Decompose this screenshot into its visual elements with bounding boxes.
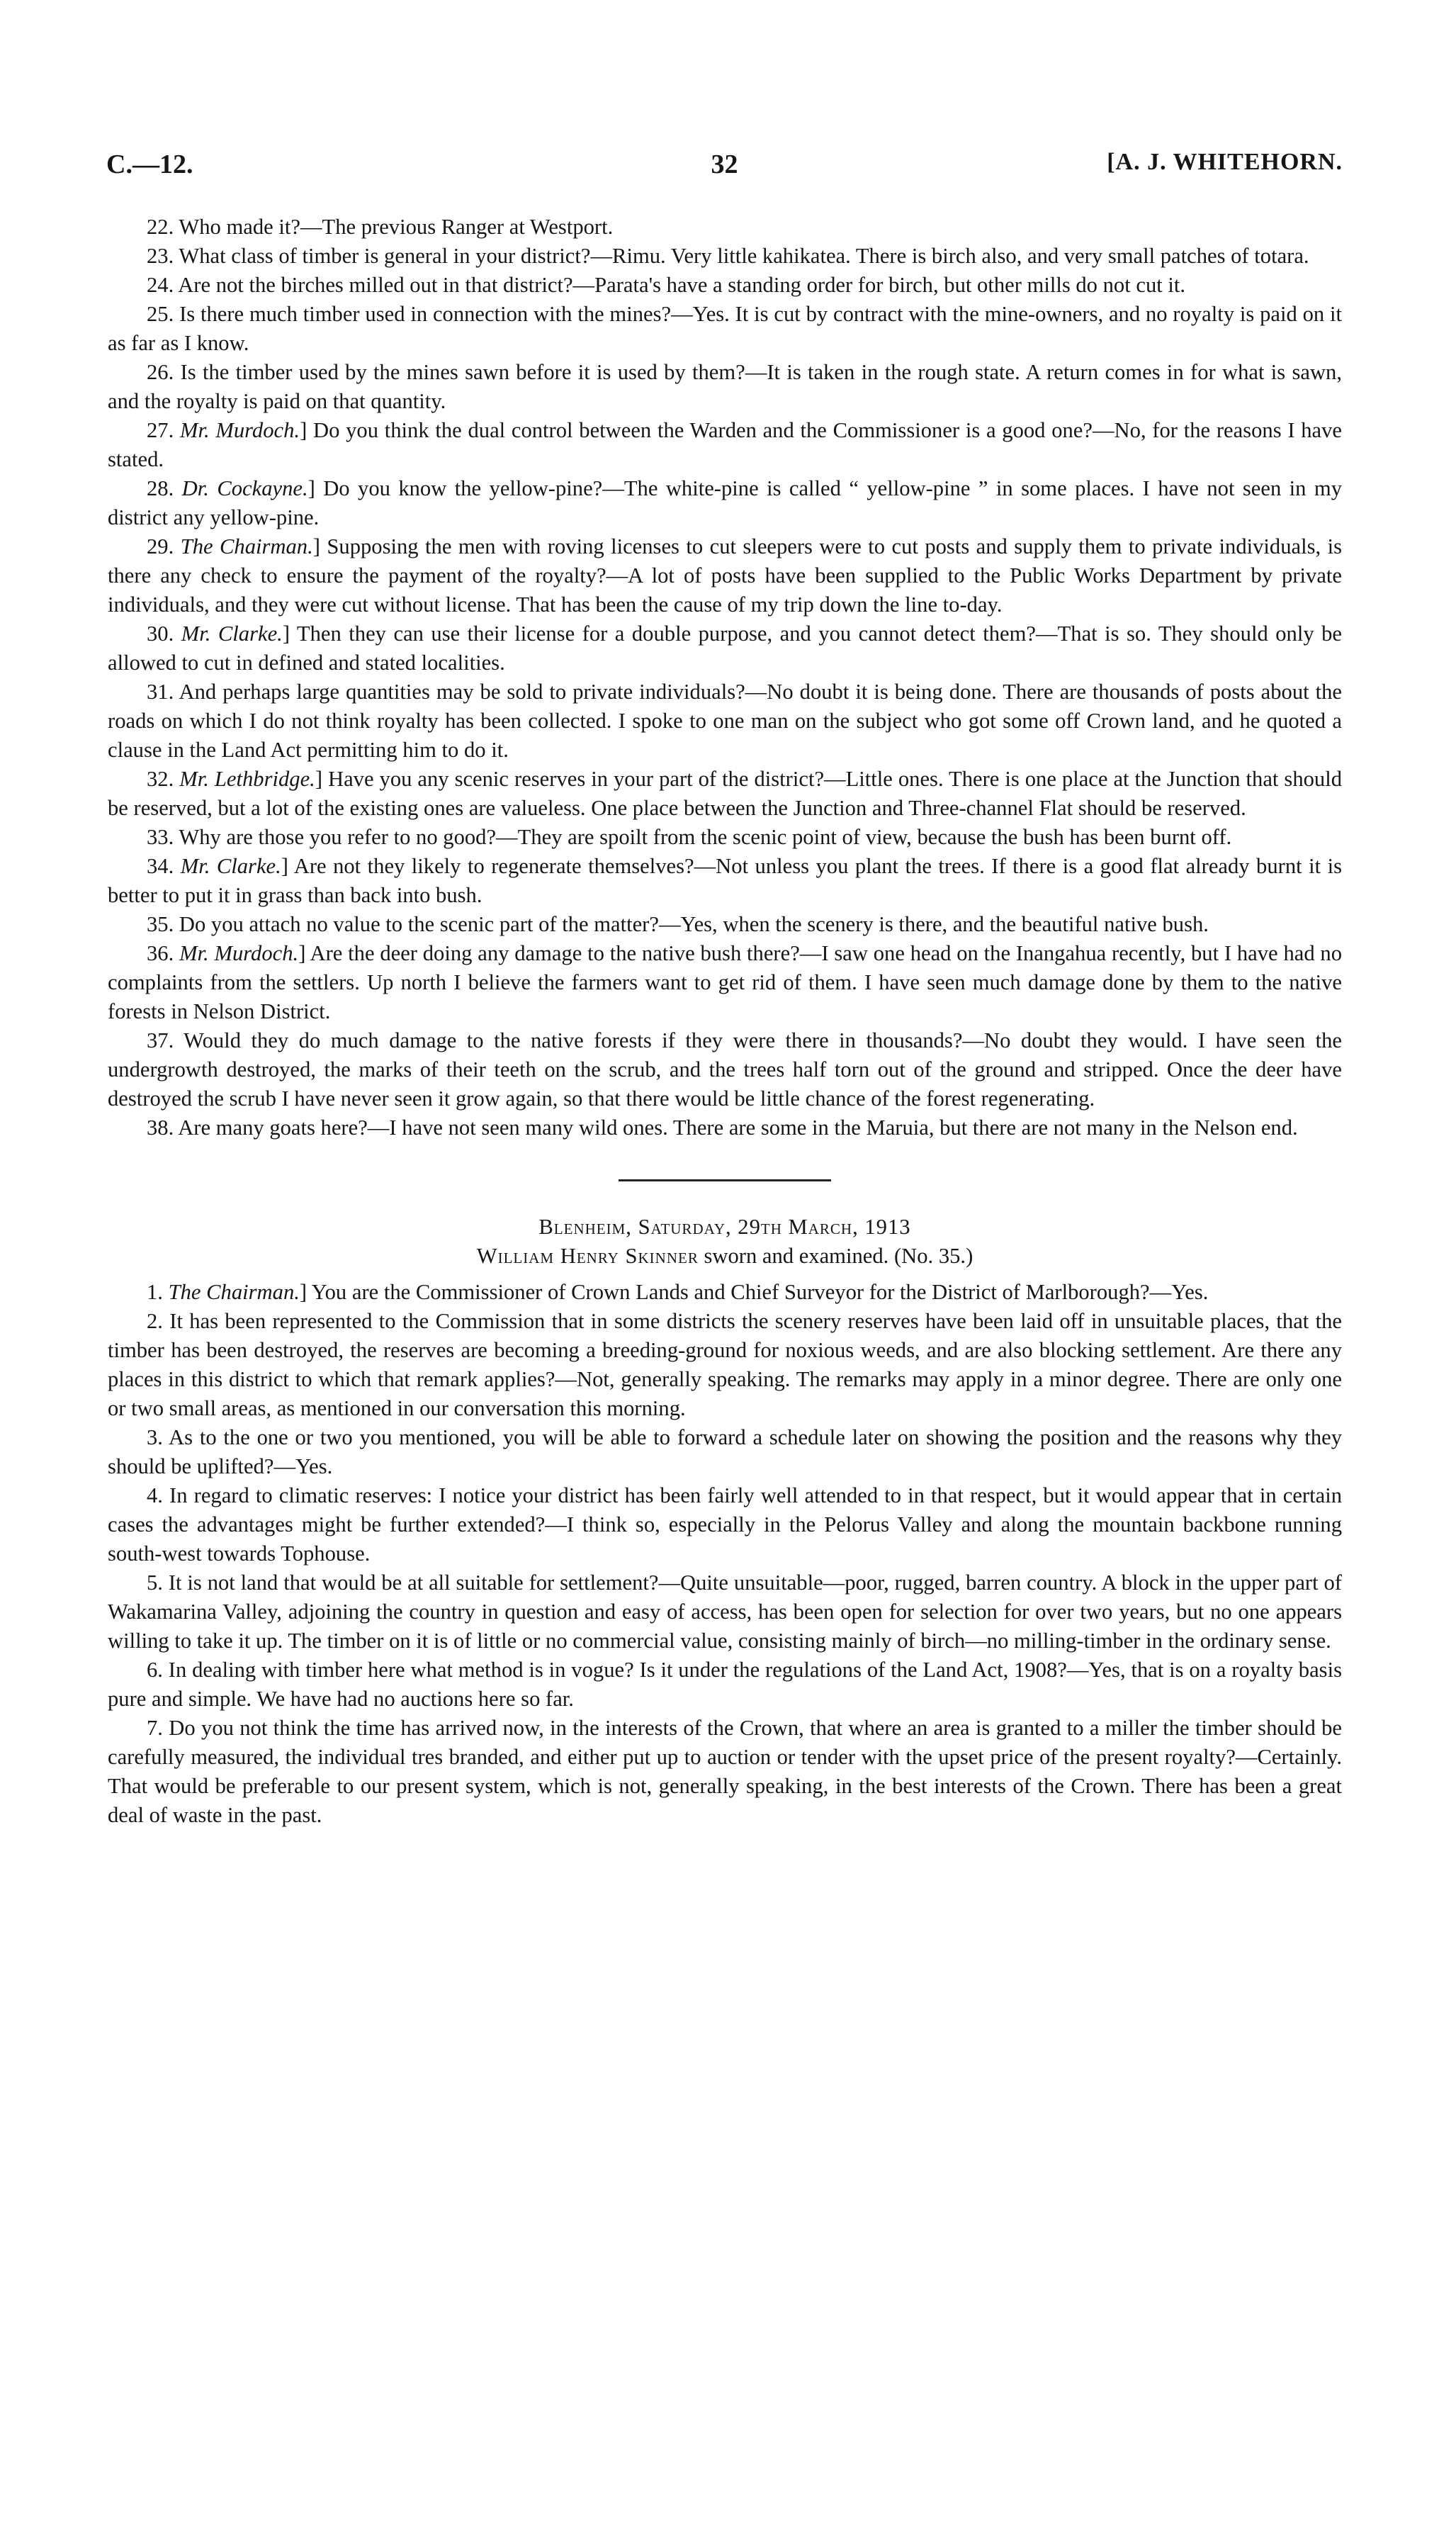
question-27 bbox=[108, 416, 1342, 474]
question-number: 30. bbox=[147, 622, 174, 646]
question-25: 25. Is there much timber used in connection with the mines?—Yes. It is cut by contract with the mine-owners, and no royalty is paid on it as far as I know. bbox=[108, 302, 1342, 355]
question-number: 34. bbox=[147, 854, 174, 878]
question-text: ] Do you know the yellow-pine?—The white-pine is called “ yellow-pine ” in some places. I have not seen in my district any yellow-pine. bbox=[108, 476, 1342, 529]
speaker-name: Mr. Murdoch. bbox=[179, 941, 299, 965]
question-6: 6. In dealing with timber here what method is in vogue? Is it under the regulations of the Land Act, 1908?—Yes, that is on a royalty basis pure and simple. We have had no auctions here so far. bbox=[108, 1658, 1342, 1711]
question-text: ] Supposing the men with roving licenses to cut sleepers were to cut posts and supply them to private individuals, is there any check to ensure the payment of the royalty?—A lot of posts have been supplied to the Public Works Department by private individuals, and they were cut without license. That has been the cause of my trip down the line to-day. bbox=[108, 534, 1342, 617]
speaker-name: The Chairman. bbox=[168, 1280, 300, 1304]
question-text: ] You are the Commissioner of Crown Lands and Chief Surveyor for the District of Marlborough?—Yes. bbox=[299, 1280, 1209, 1304]
question-35: 35. Do you attach no value to the scenic part of the matter?—Yes, when the scenery is there, and the beautiful native bush. bbox=[147, 912, 1209, 936]
question-32 bbox=[108, 765, 1342, 823]
question-31: 31. And perhaps large quantities may be sold to private individuals?—No doubt it is being done. There are thousands of posts about the roads on which I do not think royalty has been collected. I spoke to one man on the subject who got some off Crown land, and he quoted a clause in the Land Act permitting him to do it. bbox=[108, 680, 1342, 762]
question-number: 1. bbox=[147, 1280, 163, 1304]
question-33: 33. Why are those you refer to no good?—They are spoilt from the scenic point of view, because the bush has been burnt off. bbox=[147, 825, 1232, 849]
skinner-evidence bbox=[108, 1278, 1342, 1830]
question-text: ] Then they can use their license for a double purpose, and you cannot detect them?—That is so. They should only be allowed to cut in defined and stated localities. bbox=[108, 622, 1343, 675]
witness-heading bbox=[108, 1242, 1342, 1271]
question-text: ] Do you think the dual control between the Warden and the Commissioner is a good one?—No, for the reasons I have stated. bbox=[108, 418, 1343, 471]
question-38: 38. Are many goats here?—I have not seen many wild ones. There are some in the Maruia, but there are not many in the Nelson end. bbox=[147, 1116, 1298, 1140]
question-1 bbox=[108, 1278, 1342, 1307]
question-number: 29. bbox=[147, 534, 174, 558]
question-28 bbox=[108, 474, 1342, 532]
witness-name: William Henry Skinner bbox=[476, 1244, 699, 1268]
question-number: 32. bbox=[147, 767, 174, 791]
question-30 bbox=[108, 619, 1342, 678]
speaker-name: Dr. Cockayne. bbox=[181, 476, 308, 500]
question-34 bbox=[108, 852, 1342, 910]
section-divider bbox=[619, 1179, 831, 1181]
question-7: 7. Do you not think the time has arrived now, in the interests of the Crown, that where an area is granted to a miller the timber should be carefully measured, the individual tres branded, and either put up to auction or tender with the upset price of the present royalty?—Certainly. That would be preferable to our present system, which is not, generally speaking, in the best interests of the Crown. There has been a great deal of waste in the past. bbox=[108, 1716, 1342, 1827]
question-23: 23. What class of timber is general in your district?—Rimu. Very little kahikatea. There is birch also, and very small patches of totara. bbox=[147, 244, 1309, 268]
speaker-name: Mr. Lethbridge. bbox=[179, 767, 315, 791]
question-22: 22. Who made it?—The previous Ranger at Westport. bbox=[147, 215, 614, 239]
paper-reference: C.—12. bbox=[106, 150, 193, 179]
question-text: ] Are the deer doing any damage to the native bush there?—I saw one head on the Inangahua recently, but I have had no complaints from the settlers. Up north I believe the farmers want to get rid of them. I have seen much damage done by them to the native forests in Nelson District. bbox=[108, 941, 1343, 1023]
question-37: 37. Would they do much damage to the native forests if they were there in thousands?—No doubt they would. I have seen the undergrowth destroyed, the marks of their teeth on the scrub, and the trees half torn out of the ground and stripped. Once the deer have destroyed the scrub I have never seen it grow again, so that there would be little chance of the forest regenerating. bbox=[108, 1028, 1342, 1111]
question-36 bbox=[108, 939, 1342, 1026]
speaker-name: Mr. Clarke. bbox=[181, 622, 283, 646]
witness-status: sworn and examined. (No. 35.) bbox=[698, 1244, 974, 1268]
whitehorn-evidence bbox=[108, 213, 1342, 1142]
question-3: 3. As to the one or two you mentioned, you will be able to forward a schedule later on showing the position and the reasons why they should be uplifted?—Yes. bbox=[108, 1425, 1342, 1478]
question-2: 2. It has been represented to the Commission that in some districts the scenery reserves have been laid off in unsuitable places, that the timber has been destroyed, the reserves are becoming a breeding-ground for noxious weeds, and are also blocking settlement. Are there any places in this district to which that remark applies?—Not, generally speaking. The remarks may apply in a minor degree. There are only one or two small areas, as mentioned in our conversation this morning. bbox=[108, 1309, 1342, 1420]
question-number: 28. bbox=[147, 476, 174, 500]
question-4: 4. In regard to climatic reserves: I notice your district has been fairly well attended to in that respect, but it would appear that in certain cases the advantages might be further extended?—I think so, especially in the Pelorus Valley and along the mountain backbone running south-west towards Tophouse. bbox=[108, 1483, 1342, 1566]
question-26: 26. Is the timber used by the mines sawn before it is used by them?—It is taken in the rough state. A return comes in for what is sawn, and the royalty is paid on that quantity. bbox=[108, 360, 1342, 413]
question-text: ] Are not they likely to regenerate themselves?—Not unless you plant the trees. If there is a good flat already burnt it is better to put it in grass than back into bush. bbox=[108, 854, 1342, 907]
question-29 bbox=[108, 532, 1342, 619]
session-heading: Blenheim, Saturday, 29th March, 1913 bbox=[538, 1215, 911, 1239]
page-number: 32 bbox=[711, 150, 738, 179]
speaker-name: The Chairman. bbox=[180, 534, 313, 558]
speaker-name: Mr. Murdoch. bbox=[180, 418, 300, 442]
question-text: ] Have you any scenic reserves in your part of the district?—Little ones. There is one place at the Junction that should be reserved, but a lot of the existing ones are valueless. One place between the Junction and Three-channel Flat should be reserved. bbox=[108, 767, 1343, 820]
speaker-name: Mr. Clarke. bbox=[180, 854, 281, 878]
witness-running-head: [A. J. WHITEHORN. bbox=[1107, 149, 1343, 175]
question-5: 5. It is not land that would be at all suitable for settlement?—Quite unsuitable—poor, rugged, barren country. A block in the upper part of Wakamarina Valley, adjoining the country in question and easy of access, has been open for selection for over two years, but no one appears willing to take it up. The timber on it is of little or no commercial value, consisting mainly of birch—no milling-timber in the ordinary sense. bbox=[108, 1571, 1342, 1653]
page-header bbox=[106, 149, 1343, 191]
question-24: 24. Are not the birches milled out in that district?—Parata's have a standing order for birch, but other mills do not cut it. bbox=[147, 273, 1186, 297]
question-number: 36. bbox=[147, 941, 174, 965]
question-number: 27. bbox=[147, 418, 174, 442]
evidence-text bbox=[108, 213, 1342, 1830]
